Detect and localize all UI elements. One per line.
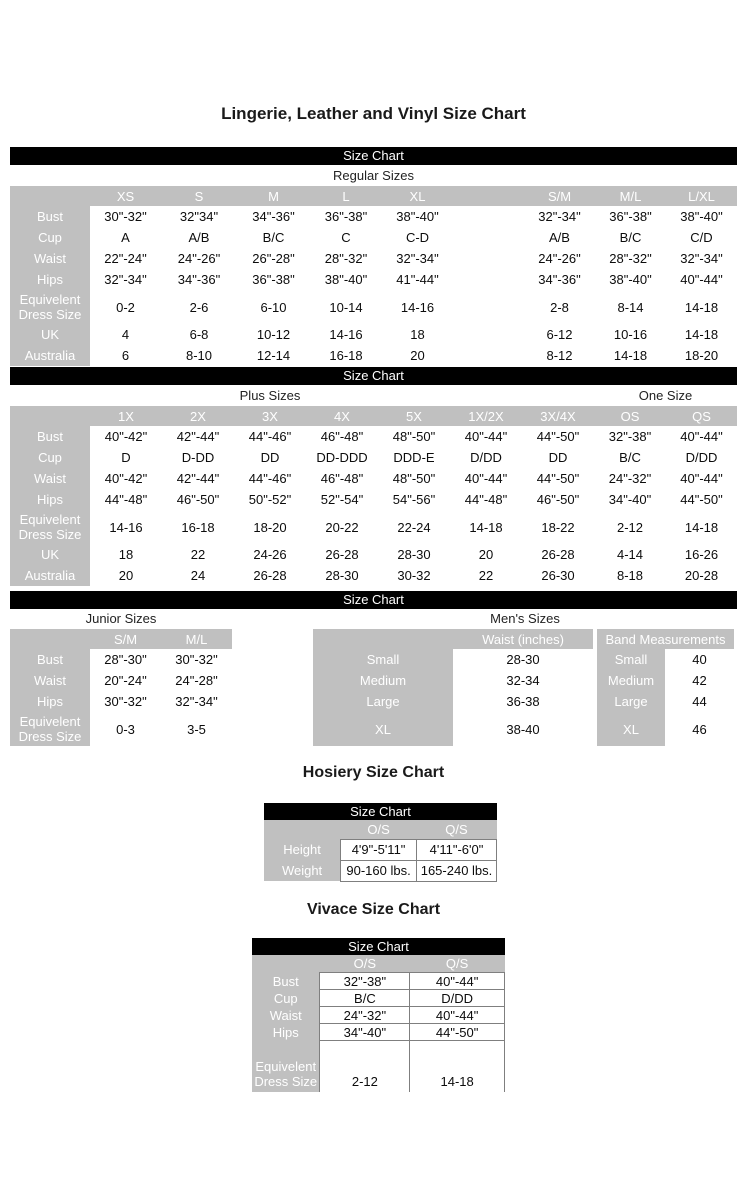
cell: 44"-48" [90, 489, 162, 510]
cell: 20-22 [306, 510, 378, 544]
row-label: Bust [10, 649, 90, 670]
table-row [10, 269, 737, 290]
table-row [10, 670, 232, 691]
cell: 2-8 [524, 290, 595, 324]
table-row [10, 468, 737, 489]
row-label: UK [10, 544, 90, 565]
size-chart-bar: Size Chart [10, 591, 737, 609]
table-row [10, 227, 737, 248]
cell: 40"-42" [90, 426, 162, 447]
cell: 38"-40" [595, 269, 666, 290]
row-label: Bust [252, 973, 320, 990]
cell: 34"-36" [237, 206, 310, 227]
cell: 41"-44" [382, 269, 453, 290]
row-label: Hips [10, 489, 90, 510]
cell: 32"-34" [161, 691, 232, 712]
header-row [252, 955, 505, 973]
waist-inches-header: Waist (inches) [453, 629, 593, 649]
cell: D/DD [410, 990, 505, 1007]
size-chart-bar: Size Chart [10, 367, 737, 385]
row-label: Hips [10, 691, 90, 712]
cell: 4'11"-6'0" [417, 839, 497, 860]
table-row [10, 206, 737, 227]
vivace-title: Vivace Size Chart [306, 900, 441, 918]
col-header: 2X [162, 406, 234, 426]
cell: 48"-50" [378, 426, 450, 447]
cell: 26-28 [234, 565, 306, 586]
col-header: XL [382, 186, 453, 206]
table-row [10, 510, 737, 544]
cell: 32"-34" [666, 248, 737, 269]
cell: 20"-24" [90, 670, 161, 691]
cell: 14-18 [595, 345, 666, 366]
cell: 40"-44" [666, 269, 737, 290]
row-label: Large [313, 691, 453, 712]
cell: 30"-32" [90, 206, 161, 227]
cell: 16-18 [310, 345, 382, 366]
cell: 52"-54" [306, 489, 378, 510]
col-header: S [161, 186, 237, 206]
size-chart-bar: Size Chart [252, 938, 505, 955]
cell: 14-18 [666, 324, 737, 345]
cell: 28-30 [306, 565, 378, 586]
cell: B/C [594, 447, 666, 468]
cell: 22 [450, 565, 522, 586]
col-header: Q/S [410, 955, 505, 973]
row-label: Equivelent Dress Size [252, 1041, 320, 1092]
cell: 2-12 [594, 510, 666, 544]
cell: 14-16 [90, 510, 162, 544]
cell: 32-34 [453, 670, 593, 691]
cell: 24"-28" [161, 670, 232, 691]
cell: B/C [320, 990, 410, 1007]
row-label: Hips [252, 1024, 320, 1041]
cell: 4-14 [594, 544, 666, 565]
cell: 48"-50" [378, 468, 450, 489]
header-row [264, 820, 497, 839]
cell: 34"-40" [594, 489, 666, 510]
cell: 6-8 [161, 324, 237, 345]
cell: 165-240 lbs. [417, 860, 497, 881]
row-label: Equivelent Dress Size [10, 712, 90, 746]
col-header: M [237, 186, 310, 206]
cell: 14-18 [666, 290, 737, 324]
cell: 14-18 [450, 510, 522, 544]
cell [453, 324, 524, 345]
cell: 22"-24" [90, 248, 161, 269]
cell: 28"-30" [90, 649, 161, 670]
cell: 44"-48" [450, 489, 522, 510]
col-header: OS [594, 406, 666, 426]
cell: 46"-48" [306, 426, 378, 447]
corner-cell [10, 629, 90, 649]
cell: 12-14 [237, 345, 310, 366]
cell: 40"-44" [666, 468, 737, 489]
junior-sizes-label: Junior Sizes [85, 611, 157, 626]
plus-sizes-table [10, 406, 737, 586]
cell: 34"-36" [161, 269, 237, 290]
table-row [10, 649, 232, 670]
cell: 2-12 [320, 1041, 410, 1092]
row-label: Cup [10, 447, 90, 468]
cell: 28-30 [378, 544, 450, 565]
cell: 30"-32" [90, 691, 161, 712]
table-row [10, 426, 737, 447]
table-row [10, 290, 737, 324]
cell: 20 [90, 565, 162, 586]
cell: 22 [162, 544, 234, 565]
cell: 6-10 [237, 290, 310, 324]
junior-mens-section [10, 591, 737, 746]
row-label: XL [597, 712, 665, 746]
corner-cell [10, 186, 90, 206]
table-row [10, 248, 737, 269]
cell: 24"-26" [161, 248, 237, 269]
col-header: 4X [306, 406, 378, 426]
row-label: Bust [10, 206, 90, 227]
cell: 0-3 [90, 712, 161, 746]
cell: 40"-44" [410, 1007, 505, 1024]
corner-cell [10, 406, 90, 426]
cell: 32"34" [161, 206, 237, 227]
one-size-label: One Size [638, 388, 693, 403]
cell: 10-12 [237, 324, 310, 345]
cell: 28"-32" [595, 248, 666, 269]
cell: 42"-44" [162, 426, 234, 447]
cell: DDD-E [378, 447, 450, 468]
hosiery-table [264, 820, 497, 882]
cell: D [90, 447, 162, 468]
cell: 18-22 [522, 510, 594, 544]
cell: 3-5 [161, 712, 232, 746]
junior-sizes-table [10, 629, 232, 746]
row-label: UK [10, 324, 90, 345]
cell: A/B [161, 227, 237, 248]
cell [453, 206, 524, 227]
table-row [313, 649, 734, 670]
table-row [252, 1041, 505, 1092]
col-header: M/L [595, 186, 666, 206]
cell: 38-40 [453, 712, 593, 746]
cell: 28"-32" [310, 248, 382, 269]
regular-sizes-label: Regular Sizes [333, 168, 414, 183]
corner-cell [313, 629, 453, 649]
table-row [313, 670, 734, 691]
header-row [10, 406, 737, 426]
cell: 46"-50" [162, 489, 234, 510]
row-label: XL [313, 712, 453, 746]
cell: 36"-38" [310, 206, 382, 227]
cell: 42"-44" [162, 468, 234, 489]
page-title: Lingerie, Leather and Vinyl Size Chart [221, 104, 526, 123]
table-row [252, 973, 505, 990]
hosiery-title: Hosiery Size Chart [302, 764, 445, 781]
cell: 26-30 [522, 565, 594, 586]
cell: 16-26 [666, 544, 737, 565]
table-row [10, 345, 737, 366]
cell: 32"-34" [382, 248, 453, 269]
col-header-spacer [453, 186, 524, 206]
cell: D-DD [162, 447, 234, 468]
cell: 2-6 [161, 290, 237, 324]
cell: 14-16 [382, 290, 453, 324]
table-row [252, 1024, 505, 1041]
cell: 40"-44" [666, 426, 737, 447]
cell: 24"-32" [320, 1007, 410, 1024]
table-row [264, 839, 497, 860]
cell: 90-160 lbs. [341, 860, 417, 881]
col-header: S/M [524, 186, 595, 206]
cell: C-D [382, 227, 453, 248]
table-row [10, 712, 232, 746]
cell: 46"-50" [522, 489, 594, 510]
table-row [252, 1007, 505, 1024]
cell: D/DD [450, 447, 522, 468]
cell: 32"-34" [90, 269, 161, 290]
cell: 8-18 [594, 565, 666, 586]
cell: 50"-52" [234, 489, 306, 510]
cell: 14-18 [666, 510, 737, 544]
cell: 40"-44" [450, 468, 522, 489]
cell: 34"-40" [320, 1024, 410, 1041]
cell: DD [522, 447, 594, 468]
cell: 44"-46" [234, 426, 306, 447]
table-row [10, 447, 737, 468]
table-row [10, 691, 232, 712]
cell: 20 [450, 544, 522, 565]
cell: 18 [382, 324, 453, 345]
cell [453, 269, 524, 290]
row-label: Small [313, 649, 453, 670]
cell: 36"-38" [237, 269, 310, 290]
col-header: 5X [378, 406, 450, 426]
table-row [10, 544, 737, 565]
cell: C [310, 227, 382, 248]
size-chart-bar: Size Chart [264, 803, 497, 820]
cell: 20-28 [666, 565, 737, 586]
cell: 26-28 [522, 544, 594, 565]
cell: 18-20 [666, 345, 737, 366]
cell: B/C [595, 227, 666, 248]
mens-sizes-label: Men's Sizes [490, 611, 560, 626]
cell: D/DD [666, 447, 737, 468]
col-header: L [310, 186, 382, 206]
plus-subtitle-row [10, 385, 737, 406]
cell: B/C [237, 227, 310, 248]
col-header: QS [666, 406, 737, 426]
col-header: 1X [90, 406, 162, 426]
cell: 38"-40" [382, 206, 453, 227]
cell: 32"-38" [594, 426, 666, 447]
cell: 30"-32" [161, 649, 232, 670]
cell: 24"-32" [594, 468, 666, 489]
vivace-table [252, 955, 505, 1092]
col-header: 3X/4X [522, 406, 594, 426]
table-row [10, 324, 737, 345]
cell: 18 [90, 544, 162, 565]
cell: 36"-38" [595, 206, 666, 227]
cell: 36-38 [453, 691, 593, 712]
cell: 24"-26" [524, 248, 595, 269]
row-label: Medium [313, 670, 453, 691]
row-label: Equivelent Dress Size [10, 510, 90, 544]
row-label: Medium [597, 670, 665, 691]
col-header: O/S [341, 820, 417, 839]
band-measurements-header: Band Measurements [597, 629, 734, 649]
corner-cell [264, 820, 341, 839]
cell: A [90, 227, 161, 248]
cell: 44"-50" [410, 1024, 505, 1041]
cell: 18-20 [234, 510, 306, 544]
cell: 14-18 [410, 1041, 505, 1092]
cell [453, 227, 524, 248]
cell: 54"-56" [378, 489, 450, 510]
cell: 20 [382, 345, 453, 366]
col-header: 3X [234, 406, 306, 426]
cell: 14-16 [310, 324, 382, 345]
cell: 32"-34" [524, 206, 595, 227]
cell: 10-14 [310, 290, 382, 324]
row-label: Bust [10, 426, 90, 447]
row-label: Equivelent Dress Size [10, 290, 90, 324]
cell: 40"-42" [90, 468, 162, 489]
cell [453, 290, 524, 324]
cell: 26"-28" [237, 248, 310, 269]
cell [453, 345, 524, 366]
row-label: Height [264, 839, 341, 860]
row-label: Australia [10, 345, 90, 366]
regular-sizes-section [10, 147, 737, 366]
cell: 32"-38" [320, 973, 410, 990]
cell: 38"-40" [666, 206, 737, 227]
mens-sizes-table [313, 629, 734, 746]
cell: 44"-50" [522, 468, 594, 489]
col-header: M/L [161, 629, 232, 649]
junior-mens-subtitle-row [10, 609, 737, 629]
row-label: Large [597, 691, 665, 712]
cell: 42 [665, 670, 734, 691]
row-label: Cup [252, 990, 320, 1007]
col-header: L/XL [666, 186, 737, 206]
cell: 0-2 [90, 290, 161, 324]
cell: 16-18 [162, 510, 234, 544]
row-label: Hips [10, 269, 90, 290]
table-row [313, 691, 734, 712]
row-label: Small [597, 649, 665, 670]
cell: 44"-50" [666, 489, 737, 510]
row-label: Weight [264, 860, 341, 881]
cell: 24-26 [234, 544, 306, 565]
cell: 38"-40" [310, 269, 382, 290]
table-row [10, 489, 737, 510]
cell: 40"-44" [450, 426, 522, 447]
cell: 8-10 [161, 345, 237, 366]
cell: 30-32 [378, 565, 450, 586]
row-label: Waist [10, 670, 90, 691]
cell: 46 [665, 712, 734, 746]
cell: 44"-46" [234, 468, 306, 489]
corner-cell [252, 955, 320, 973]
page [10, 0, 737, 1092]
cell [453, 248, 524, 269]
hosiery-section [264, 803, 497, 882]
table-row [313, 712, 734, 746]
regular-sizes-table [10, 186, 737, 366]
row-label: Australia [10, 565, 90, 586]
col-header: Q/S [417, 820, 497, 839]
plus-sizes-label: Plus Sizes [239, 388, 301, 403]
col-header: O/S [320, 955, 410, 973]
cell: A/B [524, 227, 595, 248]
cell: DD-DDD [306, 447, 378, 468]
cell: 28-30 [453, 649, 593, 670]
cell: 40 [665, 649, 734, 670]
cell: 4 [90, 324, 161, 345]
vivace-section [252, 938, 505, 1092]
cell: 44 [665, 691, 734, 712]
cell: 46"-48" [306, 468, 378, 489]
cell: 24 [162, 565, 234, 586]
cell: DD [234, 447, 306, 468]
cell: 44"-50" [522, 426, 594, 447]
cell: 8-12 [524, 345, 595, 366]
cell: 6 [90, 345, 161, 366]
cell: 8-14 [595, 290, 666, 324]
header-row [10, 186, 737, 206]
col-header: 1X/2X [450, 406, 522, 426]
cell: 26-28 [306, 544, 378, 565]
cell: 40"-44" [410, 973, 505, 990]
size-chart-bar: Size Chart [10, 147, 737, 165]
table-row [264, 860, 497, 881]
row-label: Waist [10, 248, 90, 269]
cell: 10-16 [595, 324, 666, 345]
header-row [10, 629, 232, 649]
cell: C/D [666, 227, 737, 248]
table-row [10, 565, 737, 586]
cell: 4'9"-5'11" [341, 839, 417, 860]
cell: 34"-36" [524, 269, 595, 290]
col-header: XS [90, 186, 161, 206]
row-label: Waist [10, 468, 90, 489]
cell: 6-12 [524, 324, 595, 345]
table-row [252, 990, 505, 1007]
header-row [313, 629, 734, 649]
row-label: Waist [252, 1007, 320, 1024]
row-label: Cup [10, 227, 90, 248]
col-header: S/M [90, 629, 161, 649]
cell: 22-24 [378, 510, 450, 544]
plus-sizes-section [10, 367, 737, 586]
